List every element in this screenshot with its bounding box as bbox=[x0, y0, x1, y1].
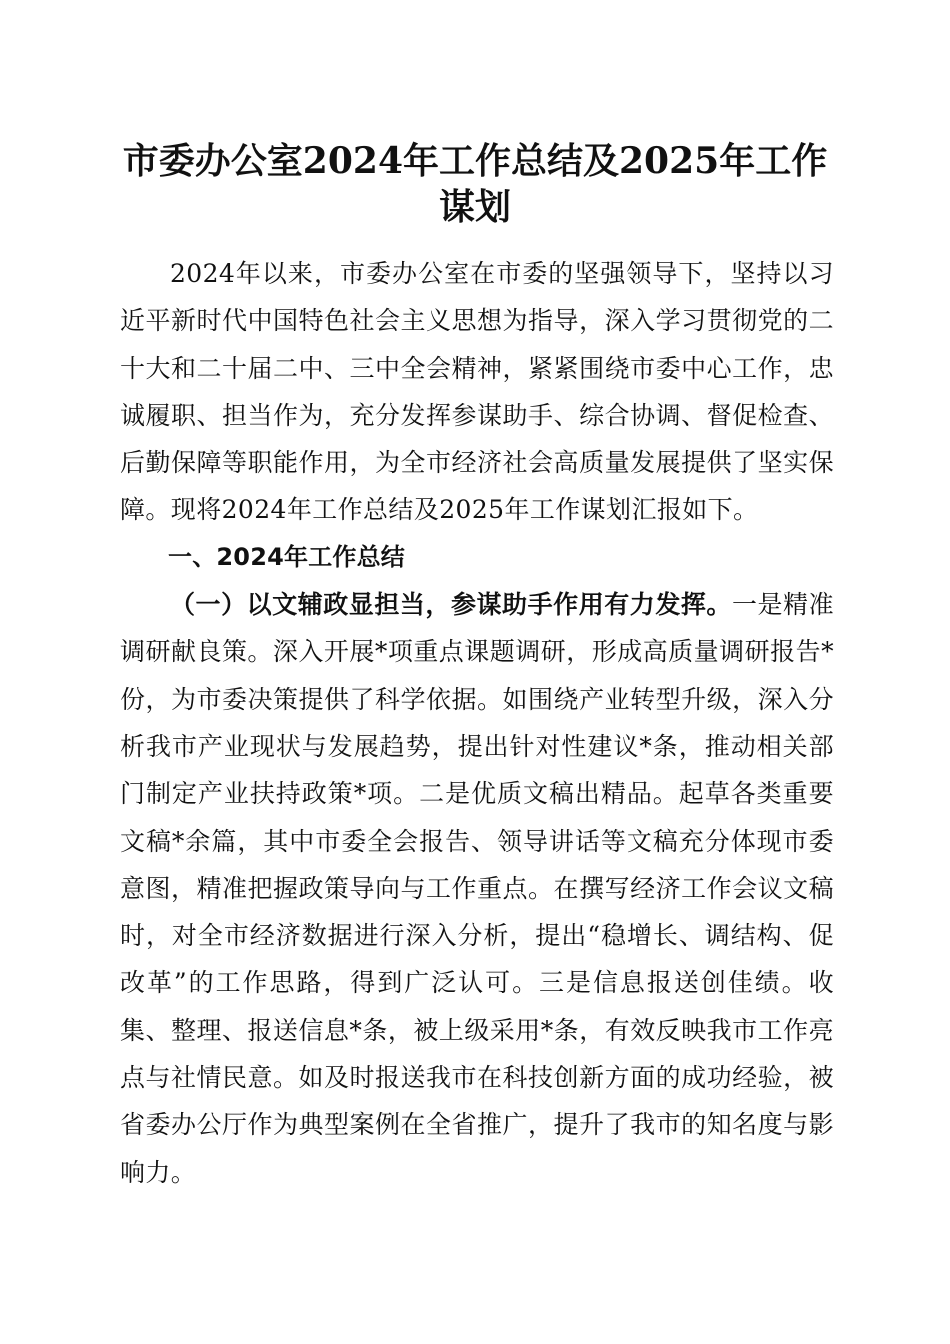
subsection-lead-1: （一）以文辅政显担当，参谋助手作用有力发挥。 bbox=[170, 590, 732, 620]
section-heading-1: 一、2024年工作总结 bbox=[168, 542, 405, 571]
document-body bbox=[120, 250, 834, 1196]
intro-paragraph: 2024年以来，市委办公室在市委的坚强领导下，坚持以习近平新时代中国特色社会主义思想为指导，深入学习贯彻党的二十大和二十届二中、三中全会精神，紧紧围绕市委中心工作，忠诚履职、担当作为，充分发挥参谋助手、综合协调、督促检查、后勤保障等职能作用，为全市经济社会高质量发展提供了坚实保障。现将2024年工作总结及2025年工作谋划汇报如下。 bbox=[120, 259, 834, 525]
document-title: 市委办公室2024年工作总结及2025年工作谋划 bbox=[122, 140, 828, 228]
subsection-paragraph-1 bbox=[120, 581, 834, 1196]
subsection-body-1: 一是精准调研献良策。深入开展*项重点课题调研，形成高质量调研报告*份，为市委决策提供了科学依据。如围绕产业转型升级，深入分析我市产业现状与发展趋势，提出针对性建议*条，推动相关部门制定产业扶持政策*项。二是优质文稿出精品。起草各类重要文稿*余篇，其中市委全会报告、领导讲话等文稿充分体现市委意图，精准把握政策导向与工作重点。在撰写经济工作会议文稿时，对全市经济数据进行深入分析，提出“稳增长、调结构、促改革”的工作思路，得到广泛认可。三是信息报送创佳绩。收集、整理、报送信息*条，被上级采用*条，有效反映我市工作亮点与社情民意。如及时报送我市在科技创新方面的成功经验，被省委办公厅作为典型案例在全省推广，提升了我市的知名度与影响力。 bbox=[120, 590, 834, 1187]
